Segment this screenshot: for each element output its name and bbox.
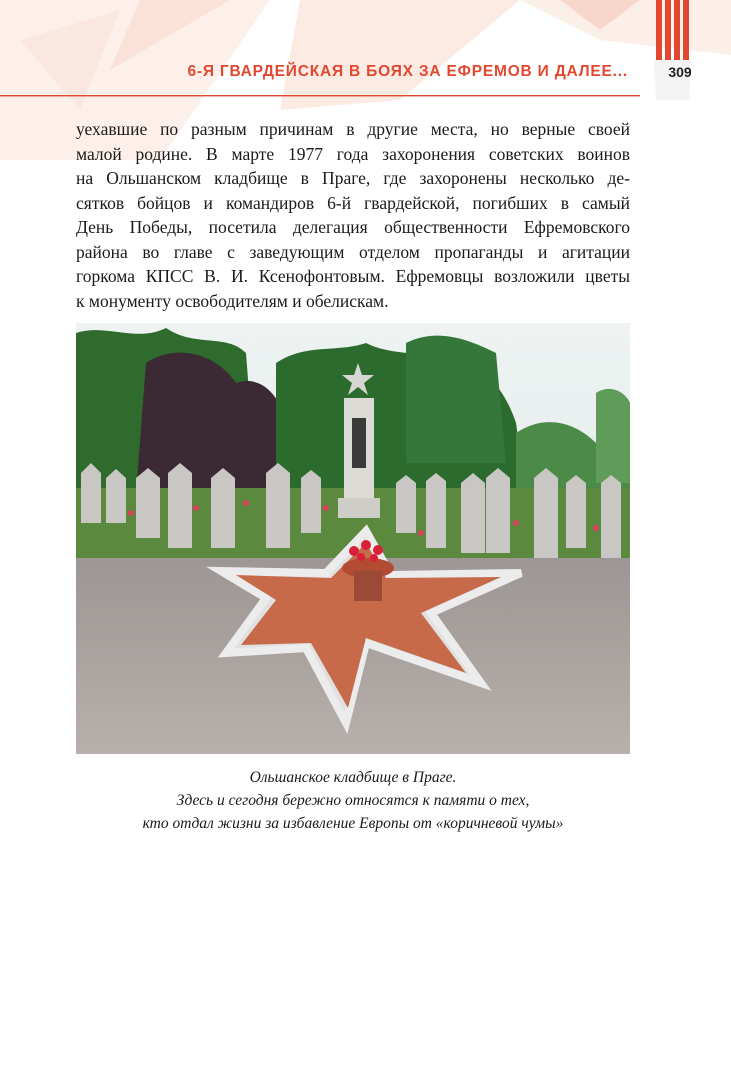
text-line: района во главе с заведующим отделом пропаганды и агитации bbox=[76, 241, 630, 262]
text-line: малой родине. В марте 1977 года захоронения советских воинов bbox=[76, 143, 630, 164]
running-title: 6-Я ГВАРДЕЙСКАЯ В БОЯХ ЗА ЕФРЕМОВ И ДАЛЕЕ... bbox=[187, 63, 628, 80]
text-line: сятков бойцов и командиров 6-й гвардейской, погибших в самый bbox=[76, 192, 630, 213]
cemetery-photo bbox=[76, 323, 630, 754]
text-line: к монументу освободителям и обелискам. bbox=[76, 290, 389, 311]
text-line: уехавшие по разным причинам в другие места, но верные своей bbox=[76, 119, 630, 139]
text-line: День Победы, посетила делегация общественности Ефремовского bbox=[76, 217, 630, 237]
caption-line: Здесь и сегодня бережно относятся к памяти о тех, bbox=[176, 792, 530, 809]
page-number: 309 bbox=[668, 64, 692, 80]
body-paragraph bbox=[76, 117, 630, 313]
caption-line: Ольшанское кладбище в Праге. bbox=[249, 769, 457, 786]
text-line: горкома КПСС В. И. Ксенофонтовым. Ефремовцы возложили цветы bbox=[76, 266, 630, 286]
photo-caption bbox=[76, 766, 630, 835]
text-line: на Ольшанском кладбище в Праге, где захоронены несколько де- bbox=[76, 168, 630, 188]
caption-line: кто отдал жизни за избавление Европы от «коричневой чумы» bbox=[142, 815, 564, 832]
